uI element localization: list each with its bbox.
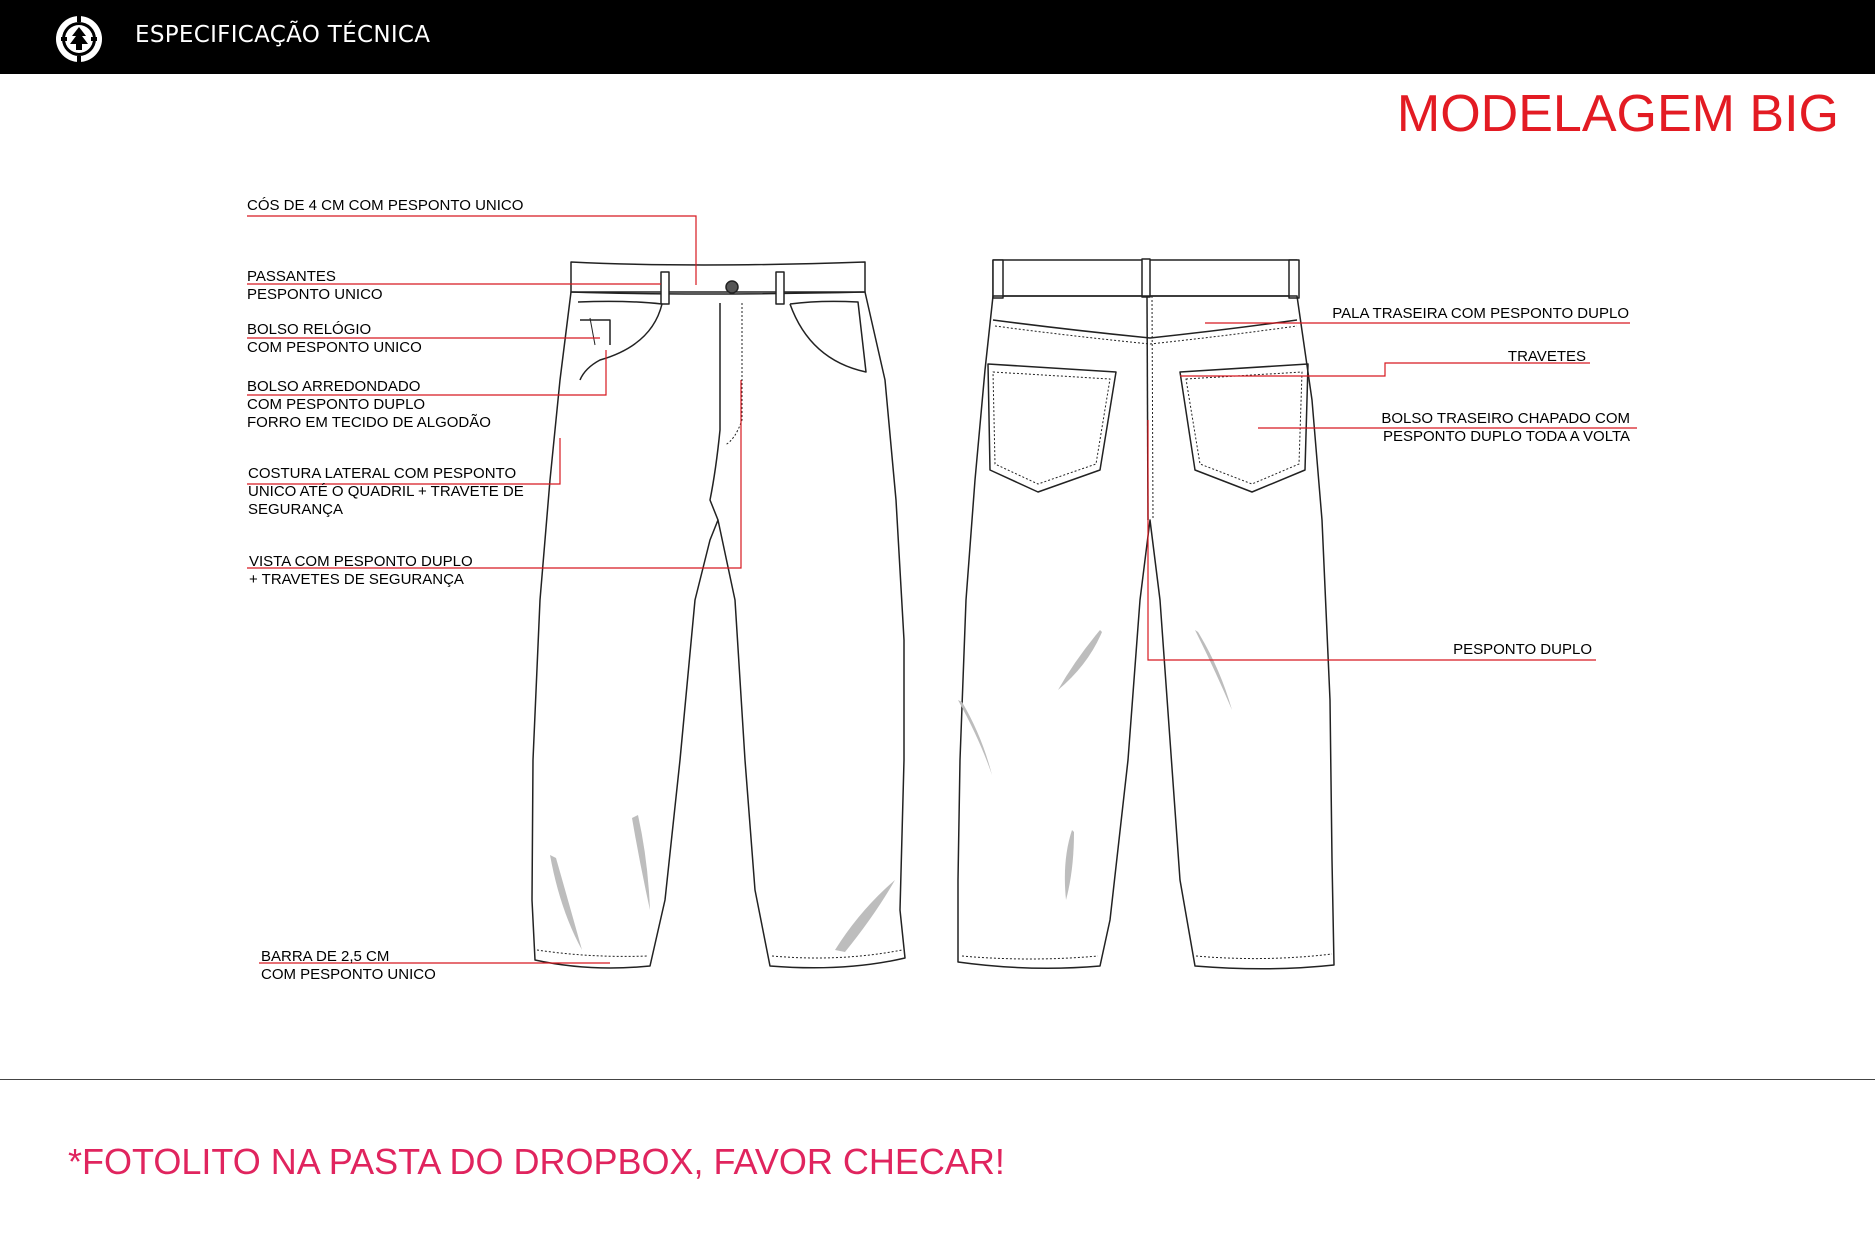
label-pala-traseira: PALA TRASEIRA COM PESPONTO DUPLO xyxy=(1332,305,1629,322)
footer-divider xyxy=(0,1079,1875,1080)
shading-folds xyxy=(550,630,1232,952)
label-pesponto-duplo: PESPONTO DUPLO xyxy=(1453,641,1592,658)
label-costura-lateral: COSTURA LATERAL COM PESPONTO UNICO ATÉ O QUADRIL + TRAVETE DE SEGURANÇA xyxy=(248,465,524,518)
callout-lines xyxy=(247,216,1637,963)
label-bolso-relogio: BOLSO RELÓGIO COM PESPONTO UNICO xyxy=(247,321,422,356)
label-vista: VISTA COM PESPONTO DUPLO + TRAVETES DE SEGURANÇA xyxy=(249,553,473,588)
label-passantes: PASSANTES PESPONTO UNICO xyxy=(247,268,383,303)
model-title: MODELAGEM BIG xyxy=(1396,85,1839,143)
page-header-title: ESPECIFICAÇÃO TÉCNICA xyxy=(135,22,431,48)
label-travetes: TRAVETES xyxy=(1507,348,1586,365)
label-cos: CÓS DE 4 CM COM PESPONTO UNICO xyxy=(247,197,524,214)
footer-note: *FOTOLITO NA PASTA DO DROPBOX, FAVOR CHECAR! xyxy=(68,1141,1005,1182)
back-pants-drawing xyxy=(958,259,1334,969)
label-barra: BARRA DE 2,5 CM COM PESPONTO UNICO xyxy=(261,948,436,983)
label-bolso-traseiro: BOLSO TRASEIRO CHAPADO COM PESPONTO DUPLO TODA A VOLTA xyxy=(1381,410,1630,445)
front-pants-drawing xyxy=(532,262,905,968)
label-bolso-arredondado: BOLSO ARREDONDADO COM PESPONTO DUPLO FORRO EM TECIDO DE ALGODÃO xyxy=(247,378,491,431)
